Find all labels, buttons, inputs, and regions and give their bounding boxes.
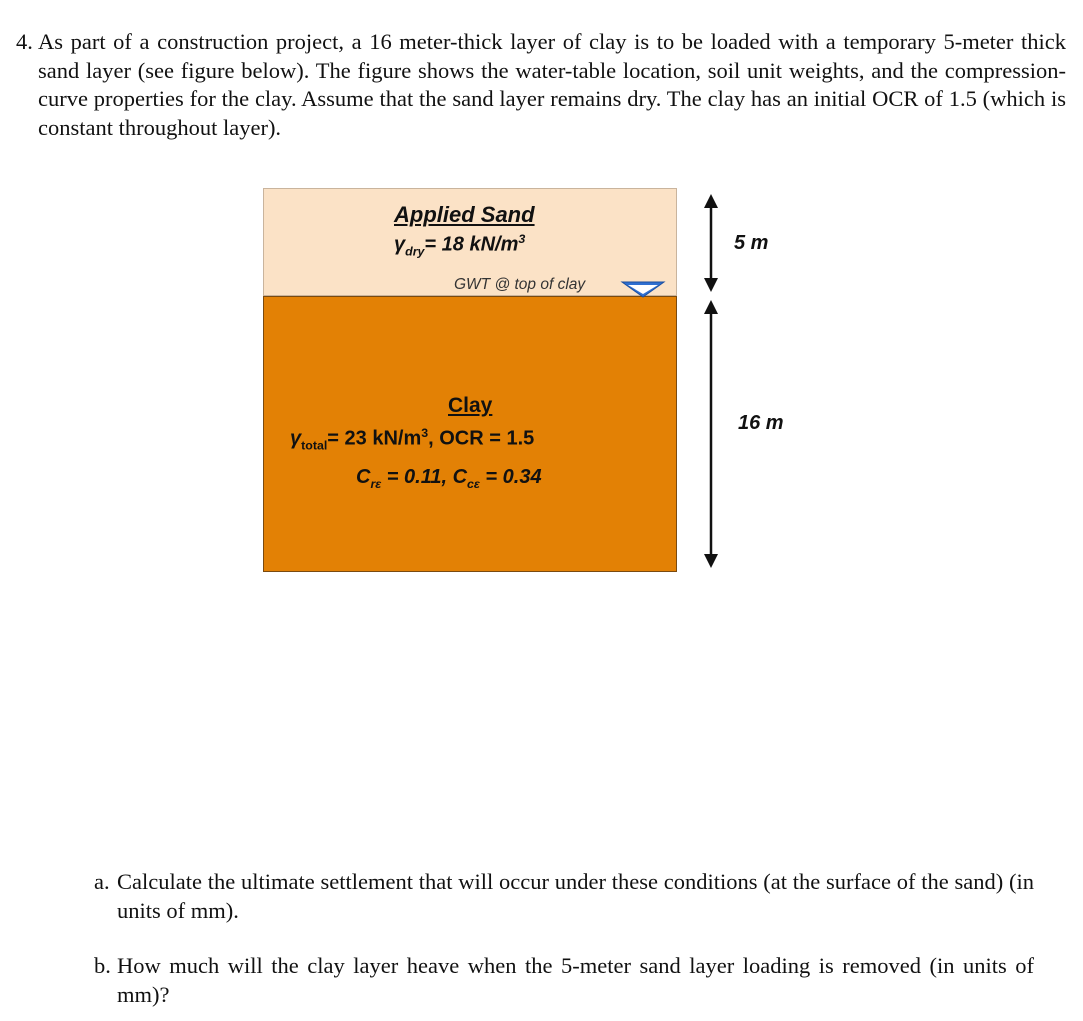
question-a (94, 868, 1034, 925)
gwt-label: GWT @ top of clay (454, 276, 586, 293)
clay-ocr: , OCR = 1.5 (428, 427, 535, 450)
gamma-subscript: dry (405, 244, 425, 259)
gamma-symbol: γ (290, 427, 302, 450)
soil-profile-figure (262, 186, 822, 576)
question-b-text: How much will the clay layer heave when the 5-meter sand layer loading is removed (in units of mm)? (117, 953, 1034, 1007)
problem-number: 4. (16, 29, 33, 54)
clay-layer-title: Clay (448, 394, 493, 417)
clay-unit-weight-value: = 23 kN/m (327, 427, 422, 450)
question-a-text: Calculate the ultimate settlement that will occur under these conditions (at the surface of the sand) (in units of mm). (117, 869, 1034, 923)
question-b-label: b. (94, 953, 111, 978)
sand-thickness-arrow (704, 194, 718, 292)
sand-thickness-label: 5 m (734, 232, 769, 254)
cc-value: = 0.34 (479, 466, 542, 488)
sand-layer-title: Applied Sand (394, 202, 535, 227)
unit-exponent: 3 (421, 426, 429, 440)
cr-value: = 0.11, C (381, 466, 468, 488)
cr-subscript: rε (370, 477, 382, 491)
cr-symbol: C (356, 466, 371, 488)
problem-statement (16, 28, 1066, 142)
sand-unit-weight-value: = 18 kN/m (424, 233, 519, 256)
unit-exponent: 3 (518, 232, 526, 246)
question-a-label: a. (94, 869, 110, 894)
clay-thickness-arrow (704, 300, 718, 568)
gamma-subscript: total (301, 438, 328, 453)
question-b (94, 952, 1034, 1009)
gamma-symbol: γ (394, 233, 406, 256)
clay-thickness-label: 16 m (738, 412, 784, 434)
cc-subscript: cε (467, 477, 480, 491)
problem-text: As part of a construction project, a 16 meter-thick layer of clay is to be loaded with a temporary 5-meter thick sand layer (see figure below). The figure shows the water-table location, soil unit weights, and the compression-curve properties for the clay. Assume that the sand layer remains dry. The clay has an initial OCR of 1.5 (which is constant throughout layer). (38, 29, 1066, 140)
